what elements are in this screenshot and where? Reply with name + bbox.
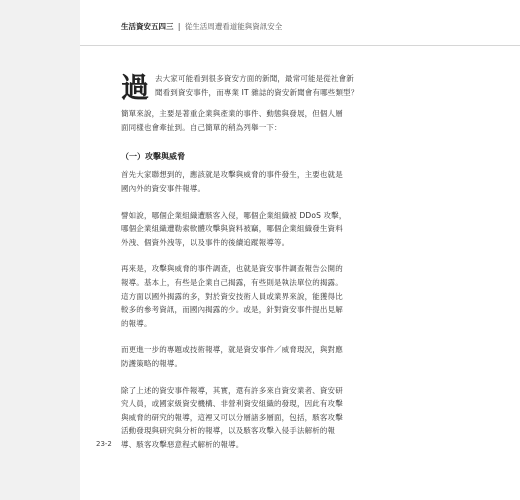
text-line: 防護策略的報導。: [121, 358, 183, 368]
text-line: 聞看到資安事件，而專業 IT 雜誌的資安新聞會有哪些類型？: [155, 87, 359, 97]
text-line: 究人員，或國家級資安機構、非營利資安組織的發現，因此有攻擊: [121, 399, 343, 409]
chapter-subtitle: 從生活周遭看道能與資訊安全: [184, 22, 283, 31]
text-line: 報導。基本上，有些是企業自己揭露，有些則是執法單位的揭露。: [121, 277, 343, 287]
text-line: 面同樣也會牽扯到。自己簡單的稍為列舉一下：: [121, 122, 282, 132]
text-line: 外洩、個資外洩等，以及事件的後續追蹤報導等。: [121, 237, 290, 247]
paragraph: [121, 262, 404, 330]
text-line: 簡單來說，主要是著重企業與產業的事件、動態與發展，但個人層: [121, 109, 343, 119]
text-line: 導、駭客攻擊惡意程式解析的報導。: [121, 439, 244, 449]
running-header: [80, 0, 520, 46]
text-line: 與威脅的研究的報導，這裡又可以分層諸多層面，包括，駭客攻擊: [121, 412, 343, 422]
page-number: 23-2: [96, 440, 112, 448]
header-separator: |: [177, 22, 181, 31]
text-line: 首先大家聯想到的，應該就是攻擊與威脅的事件發生，主要也就是: [121, 170, 343, 180]
text-line: 而更進一步的專題或技術報導，就是資安事件／威脅現況，與對應: [121, 345, 343, 355]
paragraph: [121, 107, 404, 134]
text-line: 這方面以國外揭露的多，對於資安技術人員或業界來說，能獲得比: [121, 291, 343, 301]
running-header-text: [121, 22, 282, 32]
section-heading: （一）攻擊與威脅: [121, 152, 185, 162]
intro-paragraph: [121, 71, 404, 104]
page-margin-band: [0, 0, 80, 500]
text-line: 再來是，攻擊與威脅的事件調查，也就是資安事件調查報告公開的: [121, 264, 343, 274]
text-line: 的報導。: [121, 318, 152, 328]
paragraph: [121, 168, 404, 195]
text-line: 除了上述的資安事件報導，其實，還有許多來自資安業者、資安研: [121, 385, 343, 395]
drop-cap: 過: [121, 71, 150, 104]
text-line: 活動發現與研究與分析的報導，以及駭客攻擊入侵手法解析的報: [121, 426, 336, 436]
text-line: 國內外的資安事件報導。: [121, 183, 206, 193]
paragraph: [121, 343, 404, 370]
text-line: 去大家可能看到很多資安方面的新聞，最常可能是從社會新: [155, 74, 354, 83]
text-line: 較多的參考資訊，而國內揭露的少。或是，針對資安事件提出見解: [121, 305, 343, 315]
chapter-title: 生活資安五四三: [121, 22, 174, 31]
body-content: [121, 72, 404, 451]
text-line: 譬如說，哪個企業組織遭駭客入侵，哪個企業組織被 DDoS 攻擊，: [121, 210, 347, 220]
text-line: 哪個企業組織遭勒索軟體攻擊與資料被竊，哪個企業組織發生資料: [121, 224, 343, 234]
paragraph: [121, 209, 404, 250]
paragraph: [121, 384, 404, 452]
